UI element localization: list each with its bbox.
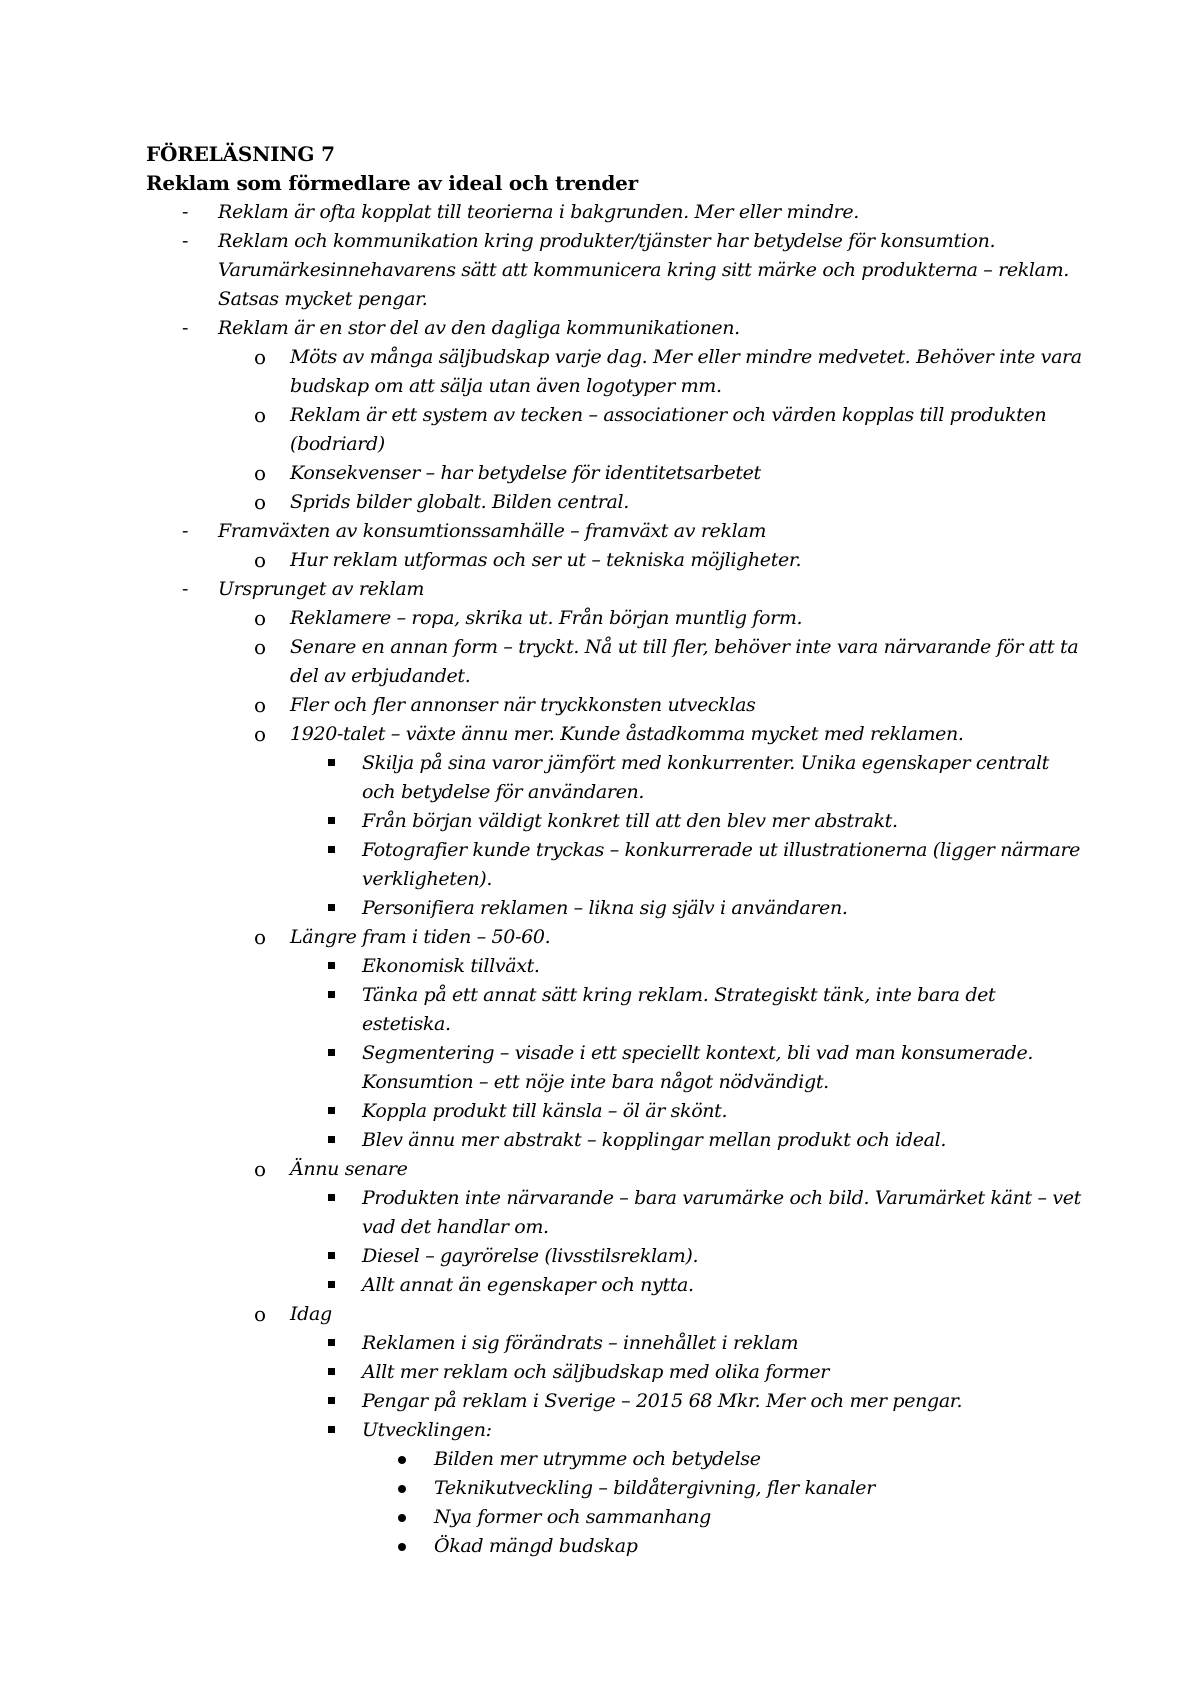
outline-item-text: Segmentering – visade i ett speciellt kontext, bli vad man konsumerade. Konsumtion – ett nöje inte bara något nödvändigt. <box>362 1042 1034 1093</box>
outline-item-level-3 <box>146 1387 1086 1416</box>
circle-bullet-icon: o <box>254 461 266 485</box>
square-bullet-icon <box>328 962 335 969</box>
outline-item-level-2 <box>146 1300 1086 1329</box>
square-bullet-icon <box>328 1049 335 1056</box>
lecture-title-heading: Reklam som förmedlare av ideal och trender <box>146 171 639 195</box>
dash-bullet-icon: - <box>182 317 189 339</box>
square-bullet-icon <box>328 1252 335 1259</box>
round-bullet-icon <box>398 1543 406 1551</box>
circle-bullet-icon: o <box>254 403 266 427</box>
outline-item-text: Reklam och kommunikation kring produkter/tjänster har betydelse för konsumtion. Varumärkesinnehavarens sätt att kommunicera kring sitt märke och produkterna – reklam. Satsas mycket pengar. <box>218 230 1069 310</box>
outline-sublist-container <box>146 546 1086 575</box>
outline-item-level-3 <box>146 1416 1086 1445</box>
outline-item-level-3 <box>146 1184 1086 1242</box>
square-bullet-icon <box>328 1281 335 1288</box>
outline-sublist-container <box>146 604 1086 1561</box>
outline-item-text: Reklam är ett system av tecken – associationer och värden kopplas till produkten (bodriard) <box>290 404 1047 455</box>
outline-item-text: Diesel – gayrörelse (livsstilsreklam). <box>362 1245 699 1267</box>
square-bullet-icon <box>328 846 335 853</box>
outline-item-level-2 <box>146 488 1086 517</box>
outline-item-level-2 <box>146 343 1086 401</box>
outline-item-level-2 <box>146 691 1086 720</box>
circle-bullet-icon: o <box>254 722 266 746</box>
outline-item-text: Blev ännu mer abstrakt – kopplingar mellan produkt och ideal. <box>362 1129 947 1151</box>
outline-item-text: Teknikutveckling – bildåtergivning, fler kanaler <box>434 1477 875 1499</box>
circle-bullet-icon: o <box>254 548 266 572</box>
outline-list-level-2 <box>146 604 1086 1561</box>
outline-list-level-3 <box>146 952 1086 1155</box>
outline-item-level-3 <box>146 1271 1086 1300</box>
square-bullet-icon <box>328 1136 335 1143</box>
outline-item-level-2 <box>146 604 1086 633</box>
square-bullet-icon <box>328 904 335 911</box>
circle-bullet-icon: o <box>254 1157 266 1181</box>
lecture-number-heading: FÖRELÄSNING 7 <box>146 142 335 166</box>
outline-item-text: Fler och fler annonser när tryckkonsten utvecklas <box>290 694 756 716</box>
outline-item-level-4 <box>146 1474 1086 1503</box>
document-content <box>146 140 1086 1561</box>
outline-item-text: Ökad mängd budskap <box>434 1535 638 1557</box>
outline-item-level-1 <box>146 227 1086 314</box>
outline-item-level-2 <box>146 546 1086 575</box>
outline-list-level-3 <box>146 1329 1086 1561</box>
square-bullet-icon <box>328 1107 335 1114</box>
outline-item-level-1 <box>146 198 1086 227</box>
circle-bullet-icon: o <box>254 635 266 659</box>
circle-bullet-icon: o <box>254 490 266 514</box>
outline-item-text: Reklamen i sig förändrats – innehållet i reklam <box>362 1332 799 1354</box>
outline-list-level-2 <box>146 546 1086 575</box>
outline-item-level-3 <box>146 836 1086 894</box>
round-bullet-icon <box>398 1485 406 1493</box>
outline-item-level-3 <box>146 981 1086 1039</box>
outline-item-text: Längre fram i tiden – 50-60. <box>290 926 551 948</box>
outline-item-level-3 <box>146 894 1086 923</box>
square-bullet-icon <box>328 1397 335 1404</box>
outline-item-level-4 <box>146 1445 1086 1474</box>
outline-item-text: Från början väldigt konkret till att den blev mer abstrakt. <box>362 810 898 832</box>
square-bullet-icon <box>328 1194 335 1201</box>
square-bullet-icon <box>328 991 335 998</box>
square-bullet-icon <box>328 817 335 824</box>
outline-item-level-2 <box>146 633 1086 691</box>
outline-item-level-3 <box>146 1126 1086 1155</box>
outline-list-level-2 <box>146 343 1086 517</box>
outline-item-text: 1920-talet – växte ännu mer. Kunde åstadkomma mycket med reklamen. <box>290 723 964 745</box>
outline-item-text: Reklamere – ropa, skrika ut. Från början muntlig form. <box>290 607 803 629</box>
outline-item-level-2 <box>146 720 1086 749</box>
outline-list-level-1 <box>146 198 1086 1561</box>
dash-bullet-icon: - <box>182 230 189 252</box>
outline-item-text: Pengar på reklam i Sverige – 2015 68 Mkr. Mer och mer pengar. <box>362 1390 963 1412</box>
outline-item-text: Möts av många säljbudskap varje dag. Mer eller mindre medvetet. Behöver inte vara budskap om att sälja utan även logotyper mm. <box>290 346 1082 397</box>
outline-item-text: Allt annat än egenskaper och nytta. <box>362 1274 694 1296</box>
outline-item-text: Skilja på sina varor jämfört med konkurrenter. Unika egenskaper centralt och betydelse för användaren. <box>362 752 1049 803</box>
dash-bullet-icon: - <box>182 520 189 542</box>
outline-item-text: Senare en annan form – tryckt. Nå ut till fler, behöver inte vara närvarande för att ta del av erbjudandet. <box>290 636 1079 687</box>
outline-item-level-3 <box>146 1097 1086 1126</box>
outline-item-text: Utvecklingen: <box>362 1419 492 1441</box>
circle-bullet-icon: o <box>254 345 266 369</box>
outline-item-level-1 <box>146 517 1086 546</box>
outline-item-text: Allt mer reklam och säljbudskap med olika former <box>362 1361 830 1383</box>
round-bullet-icon <box>398 1514 406 1522</box>
square-bullet-icon <box>328 1368 335 1375</box>
outline-item-level-3 <box>146 952 1086 981</box>
outline-sublist-container <box>146 1184 1086 1300</box>
outline-list-level-4 <box>146 1445 1086 1561</box>
outline-item-level-3 <box>146 1358 1086 1387</box>
outline-sublist-container <box>146 749 1086 923</box>
outline-item-level-3 <box>146 749 1086 807</box>
outline-item-level-1 <box>146 314 1086 343</box>
outline-item-level-3 <box>146 1242 1086 1271</box>
outline-item-text: Konsekvenser – har betydelse för identitetsarbetet <box>290 462 761 484</box>
outline-item-text: Koppla produkt till känsla – öl är skönt. <box>362 1100 728 1122</box>
outline-item-level-2 <box>146 401 1086 459</box>
round-bullet-icon <box>398 1456 406 1464</box>
outline-item-text: Produkten inte närvarande – bara varumärke och bild. Varumärket känt – vet vad det handlar om. <box>362 1187 1081 1238</box>
outline-item-level-4 <box>146 1503 1086 1532</box>
outline-item-text: Nya former och sammanhang <box>434 1506 711 1528</box>
square-bullet-icon <box>328 1426 335 1433</box>
dash-bullet-icon: - <box>182 201 189 223</box>
circle-bullet-icon: o <box>254 693 266 717</box>
outline-sublist-container <box>146 952 1086 1155</box>
circle-bullet-icon: o <box>254 606 266 630</box>
dash-bullet-icon: - <box>182 578 189 600</box>
outline-list-level-3 <box>146 1184 1086 1300</box>
outline-item-text: Personifiera reklamen – likna sig själv i användaren. <box>362 897 848 919</box>
outline-item-level-2 <box>146 923 1086 952</box>
outline-item-text: Ursprunget av reklam <box>218 578 425 600</box>
outline-list-level-3 <box>146 749 1086 923</box>
outline-item-text: Ekonomisk tillväxt. <box>362 955 540 977</box>
outline-item-text: Fotografier kunde tryckas – konkurrerade ut illustrationerna (ligger närmare verkligheten). <box>362 839 1081 890</box>
outline-item-text: Reklam är en stor del av den dagliga kommunikationen. <box>218 317 740 339</box>
circle-bullet-icon: o <box>254 925 266 949</box>
outline-item-text: Sprids bilder globalt. Bilden central. <box>290 491 629 513</box>
outline-item-level-2 <box>146 1155 1086 1184</box>
outline-item-text: Framväxten av konsumtionssamhälle – framväxt av reklam <box>218 520 766 542</box>
outline-item-text: Reklam är ofta kopplat till teorierna i bakgrunden. Mer eller mindre. <box>218 201 859 223</box>
outline-item-text: Hur reklam utformas och ser ut – tekniska möjligheter. <box>290 549 802 571</box>
outline-item-text: Tänka på ett annat sätt kring reklam. Strategiskt tänk, inte bara det estetiska. <box>362 984 996 1035</box>
circle-bullet-icon: o <box>254 1302 266 1326</box>
outline-sublist-container <box>146 343 1086 517</box>
outline-item-level-3 <box>146 1039 1086 1097</box>
outline-item-level-3 <box>146 807 1086 836</box>
outline-item-text: Bilden mer utrymme och betydelse <box>434 1448 761 1470</box>
outline-sublist-container <box>146 1329 1086 1561</box>
lecture-outline <box>146 198 1086 1561</box>
outline-sublist-container <box>146 1445 1086 1561</box>
outline-item-text: Ännu senare <box>290 1158 408 1180</box>
outline-item-level-3 <box>146 1329 1086 1358</box>
square-bullet-icon <box>328 759 335 766</box>
outline-item-level-2 <box>146 459 1086 488</box>
outline-item-level-4 <box>146 1532 1086 1561</box>
outline-item-text: Idag <box>290 1303 332 1325</box>
outline-item-level-1 <box>146 575 1086 604</box>
square-bullet-icon <box>328 1339 335 1346</box>
